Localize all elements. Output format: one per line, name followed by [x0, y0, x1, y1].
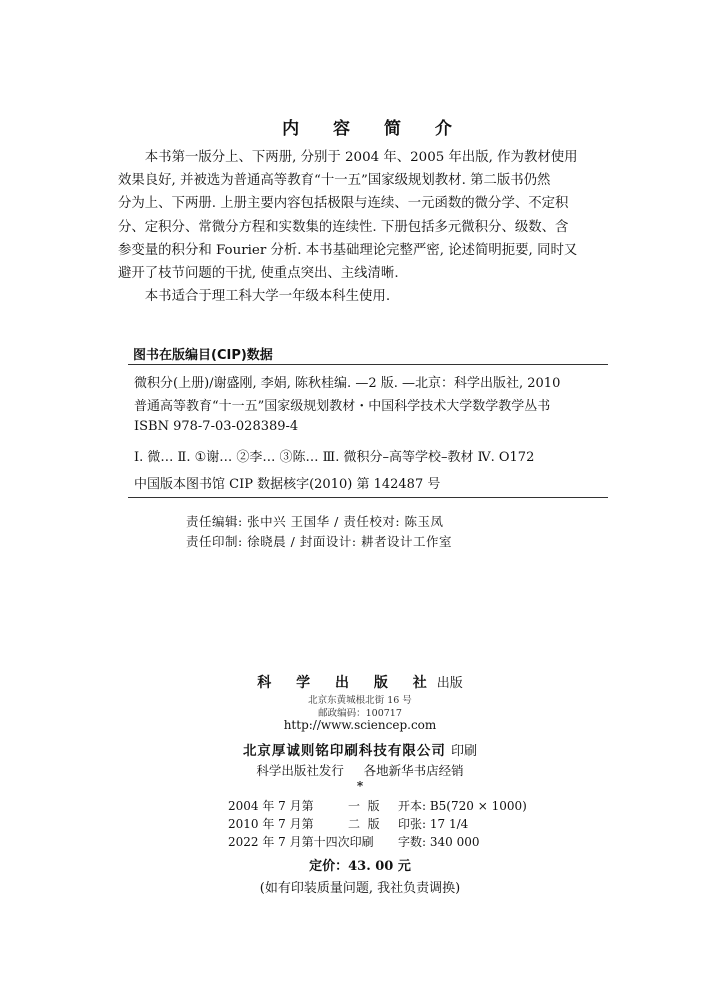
edition-row — [228, 797, 527, 814]
printer-line — [0, 739, 720, 759]
distribution-line: 科学出版社发行 各地新华书店经销 — [256, 763, 464, 778]
quality-note: (如有印装质量问题, 我社负责调换) — [259, 881, 461, 896]
publisher-name: 科 学 出 版 社 — [257, 675, 437, 691]
publisher-line — [0, 672, 720, 692]
publisher-url: http://www.sciencep.com — [283, 718, 437, 732]
publisher-suffix: 出版 — [436, 676, 463, 691]
edition-label: 二 版 — [348, 817, 380, 831]
edition-info: 字数: 340 000 — [398, 835, 480, 849]
cip-heading: 图书在版编目(CIP)数据 — [133, 348, 273, 363]
edition-date: 2004 年 7 月第 — [228, 799, 314, 813]
cip-line-5: 中国版本图书馆 CIP 数据核字(2010) 第 142487 号 — [134, 477, 441, 492]
divider — [128, 497, 608, 498]
cip-line-4: Ⅰ. 微… Ⅱ. ①谢… ②李… ③陈… Ⅲ. 微积分–高等学校–教材 Ⅳ. O172 — [134, 450, 535, 465]
edition-label: 一 版 — [348, 799, 380, 813]
intro-line: 分为上、下两册. 上册主要内容包括极限与连续、一元函数的微分学、不定积 — [118, 196, 569, 212]
intro-paragraph-2: 本书适合于理工科大学一年级本科生使用. — [144, 289, 391, 305]
edition-info: 印张: 17 1/4 — [398, 817, 469, 831]
printer-name: 北京厚诚则铭印刷科技有限公司 — [242, 743, 446, 759]
divider — [128, 364, 608, 365]
printer-suffix: 印刷 — [451, 744, 478, 759]
cip-line-1: 微积分(上册)/谢盛刚, 李娟, 陈秋桂编. —2 版. —北京：科学出版社, 2010 — [134, 376, 561, 391]
staff-line-2: 责任印制: 徐晓晨 / 封面设计: 耕者设计工作室 — [186, 534, 453, 549]
cip-line-2: 普通高等教育“十一五”国家级规划教材・中国科学技术大学数学教学丛书 — [134, 399, 551, 414]
intro-line: 分、定积分、常微分方程和实数集的连续性. 下册包括多元微积分、级数、含 — [118, 219, 569, 235]
separator-star: * — [356, 779, 364, 793]
staff-line-1: 责任编辑: 张中兴 王国华 / 责任校对: 陈玉凤 — [186, 514, 444, 529]
edition-date: 2022 年 7 月第十四次印刷 — [228, 835, 374, 849]
edition-info: 开本: B5(720 × 1000) — [398, 799, 527, 813]
intro-line: 效果良好, 并被选为普通高等教育“十一五”国家级规划教材. 第二版书仍然 — [118, 173, 551, 189]
intro-paragraph-1 — [118, 146, 614, 285]
intro-line: 本书第一版分上、下两册, 分别于 2004 年、2005 年出版, 作为教材使用 — [144, 150, 578, 165]
publisher-postcode: 邮政编码：100717 — [318, 708, 402, 719]
edition-row — [228, 815, 468, 832]
intro-line: 参变量的积分和 Fourier 分析. 本书基础理论完整严密, 论述简明扼要, 同时又 — [118, 242, 578, 258]
publisher-address: 北京东黄城根北街 16 号 — [308, 695, 412, 706]
price: 定价：43. 00 元 — [309, 859, 411, 874]
intro-section — [118, 146, 614, 308]
cip-line-3: ISBN 978-7-03-028389-4 — [134, 419, 299, 434]
intro-line: 避开了枝节问题的干扰, 使重点突出、主线清晰. — [118, 266, 399, 282]
edition-date: 2010 年 7 月第 — [228, 817, 314, 831]
page-title: 内 容 简 介 — [282, 119, 466, 139]
edition-row — [228, 833, 479, 850]
